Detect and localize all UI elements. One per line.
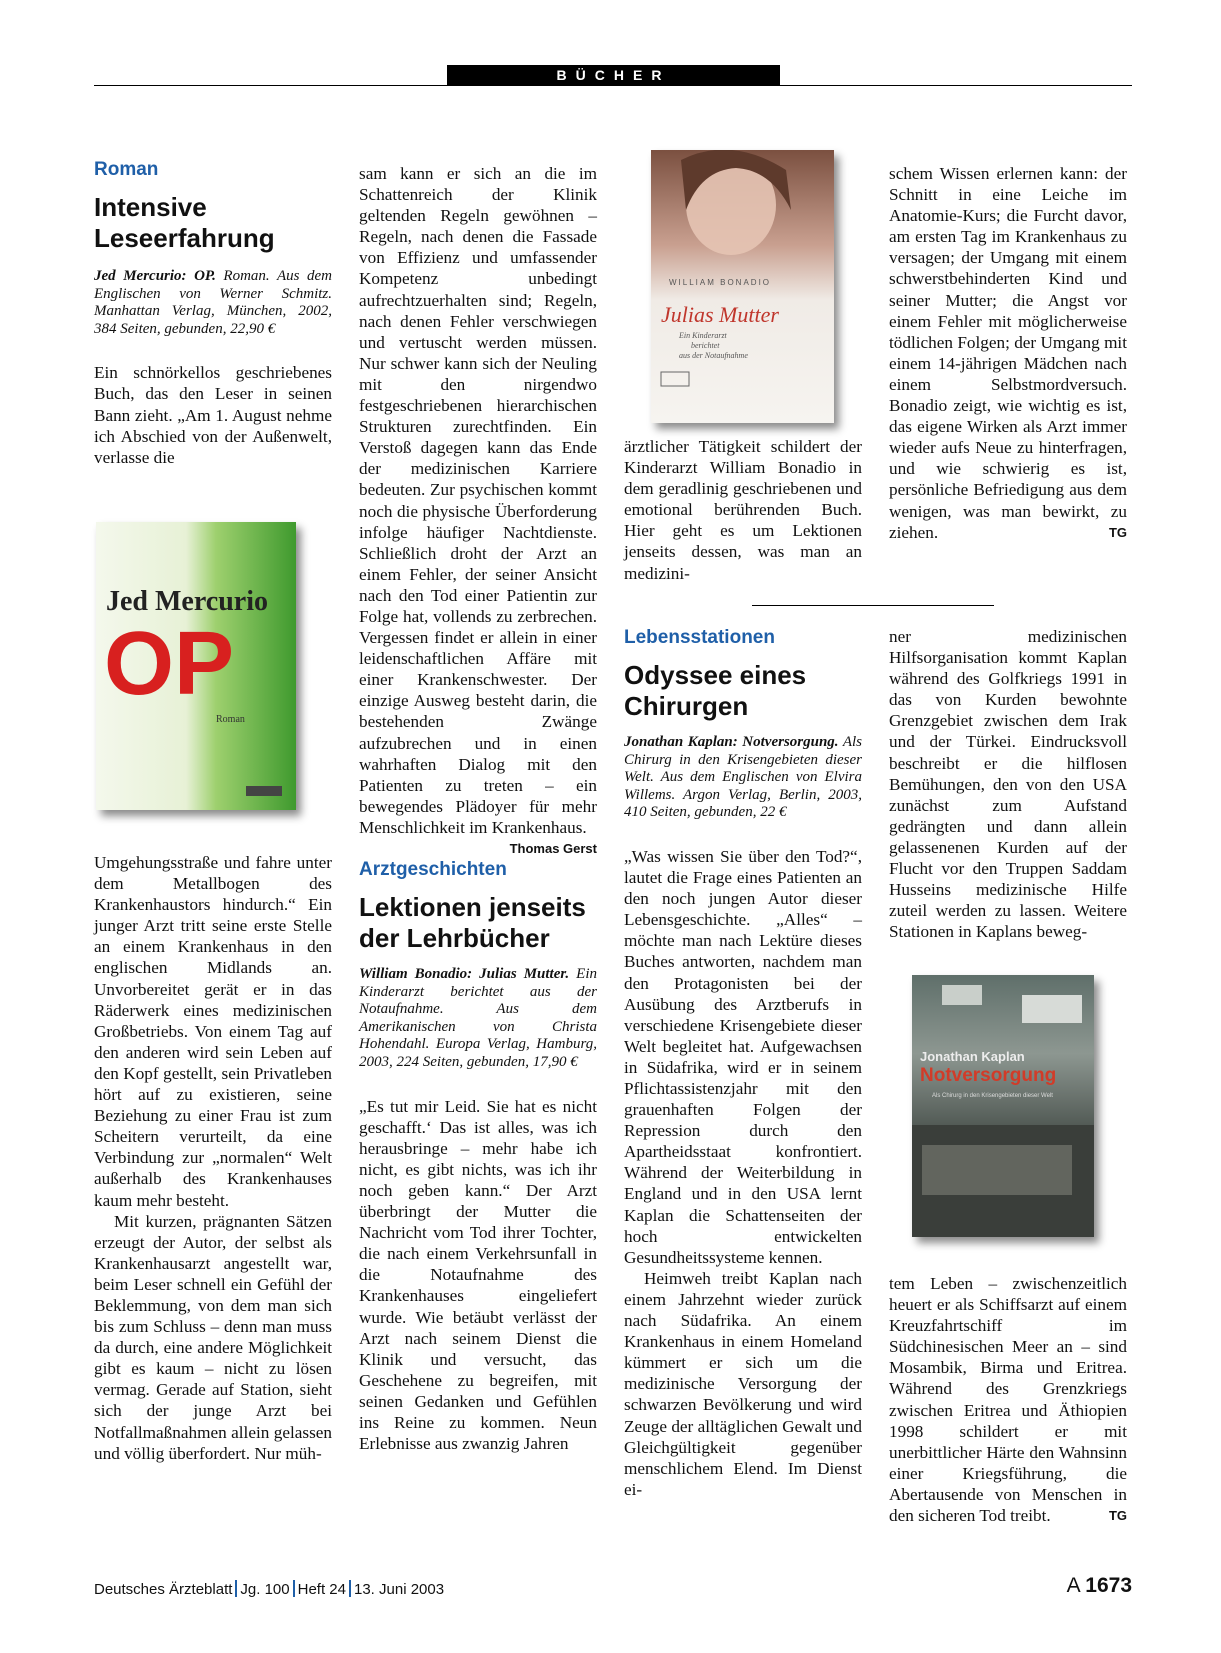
cover-jm-sub3: aus der Notaufnahme	[679, 351, 748, 360]
cover-jm-sub2: berichtet	[691, 341, 720, 350]
footer-separator	[349, 1580, 351, 1597]
book-cover-julias-mutter-art	[651, 150, 834, 423]
article1-kicker: Roman	[94, 159, 159, 180]
article1-body-paragraph: sam kann er sich an die im Schattenreich der Klinik geltenden Regeln gewöhnen – Regeln, nach denen die Fassade von Effizienz und umfassender Kompetenz unbedingt aufrechtzuerhalten sind; Regeln, nach denen Fehler verschwiegen und vertuscht werden müssen. Nur schwer kann sich der Neuling mit den nirgendwo festgeschriebenen hierarchischen Strukturen zurechtfinden. Ein Verstoß dagegen kann das Ende der medizinischen Karriere bedeuten. Zur psychischen kommt noch die physische Überforderung infolge häufiger Nachtdienste. Schließlich droht der Arzt an einem Fehler, der seiner Ansicht nach den Tod einer Patientin zur Folge hat, vollends zu zerbrechen. Vergessen findet er allein in einer leidenschaftlichen Affäre mit einer Krankenschwester. Der einzige Ausweg besteht darin, die bestehenden Zwänge aufzubrechen und in einen wahrhaften Dialog mit den Patienten zu treten – ein bewegendes Plädoyer für mehr Menschlichkeit im Krankenhaus. Thomas Gerst	[359, 163, 597, 838]
article1-body-paragraph: Mit kurzen, prägnanten Sätzen erzeugt der Autor, der selbst als Krankenhausarzt angestellt war, beim Leser schnell ein Gefühl der Beklemmung, von dem man sich bis zum Schluss – denn man muss da durch, eine andere Möglichkeit gibt es kaum – nicht zu lösen vermag. Gerade auf Station, sieht sich der junge Arzt bei Notfallmaßnahmen allein gelassen und völlig überfordert. Nur müh-	[94, 1211, 332, 1463]
cover-nv-title: Notversorgung	[920, 1065, 1057, 1086]
column-3	[624, 626, 862, 1500]
article-divider	[752, 605, 994, 606]
article2-kicker: Arztgeschichten	[359, 859, 507, 880]
column-1-lower	[94, 852, 332, 1464]
article2-body-paragraph: „Es tut mir Leid. Sie hat es nicht geschafft.‘ Das ist alles, was ich herausbringe – mehr habe ich nicht, es gibt nichts, was ich ihr noch geben kann.“ Der Arzt überbringt der Mutter die Nachricht vom Tod ihrer Tochter, die nach einem Verkehrsunfall in die Notaufnahme des Krankenhauses eingeliefert wurde. Wie betäubt verlässt der Arzt nach seinem Dienst die Klinik und versucht, das Geschehene zu begreifen, mit seinen Gedanken und Gefühlen ins Reine zu kommen. Neun Erlebnisse aus zwanzig Jahren	[359, 1096, 597, 1454]
footer-citation	[94, 1580, 444, 1598]
page-number	[1067, 1574, 1132, 1598]
column-4-middle	[889, 626, 1127, 942]
cover-nv-author: Jonathan Kaplan	[920, 1049, 1025, 1064]
cover-op-title: OP	[104, 614, 235, 714]
article3-body-paragraph: tem Leben – zwischenzeitlich heuert er als Schiffsarzt auf einem Kreuzfahrtschiff im Südchinesischen Meer an – sind Mosambik, Birma und Eritrea. Während des Grenzkriegs zwischen Eritrea und Äthiopien 1998 schildert er mit unerbittlicher Härte den Wahnsinn einer Kriegsführung, die Abertausende von Menschen in den sicheren Tod treibt. TG	[889, 1274, 1127, 1526]
footer-issue: Heft 24	[297, 1581, 346, 1598]
book-cover-op-art	[96, 522, 296, 810]
column-4-upper	[889, 163, 1127, 543]
cover-jm-sub1: Ein Kinderarzt	[679, 331, 727, 340]
article2-author: TG	[1108, 524, 1127, 540]
footer-separator	[293, 1580, 295, 1597]
article2-body-paragraph: schem Wissen erlernen kann: der Schnitt in eine Leiche im Anatomie-Kurs; die Furcht davor, am ersten Tag im Krankenhaus zu versagen; der Umgang mit einem schwerstbehinderten Kind und seiner Mutter; die Angst vor einem Fehler mit möglicherweise tödlichen Folgen; der Umgang mit einem 14-jährigen Mädchen nach einem Selbstmordversuch. Bonadio zeigt, wie wichtig es ist, das eigene Wirken als Arzt immer wieder aufs Neue zu hinterfragen, und wie schwierig es ist, persönliche Befriedigung aus dem wenigen, was man bewirkt, zu ziehen. TG	[889, 164, 1127, 542]
book-cover-notversorgung	[912, 975, 1094, 1237]
book-cover-julias-mutter	[651, 150, 834, 423]
cover-op-sub: Roman	[216, 714, 245, 725]
article1-body-paragraph: Umgehungsstraße und fahre unter dem Metallbogen des Krankenhaustors hindurch.“ Ein junger Arzt tritt seine erste Stelle an einem Krankenhaus in den englischen Midlands an. Unvorbereitet gerät er in das Räderwerk eines medizinischen Großbetriebs. Von einem Tag auf den anderen wird sein Leben auf den Kopf gestellt, sein Privatleben hört auf zu existieren, seine Beziehung zu einer Frau ist zum Scheitern verurteilt, da eine Verbindung zur „normalen“ Welt außerhalb des Krankenhauses kaum mehr besteht.	[94, 853, 332, 1210]
page-prefix: A	[1066, 1574, 1080, 1597]
article1-bibliography: Jed Mercurio: OP. Roman. Aus dem Englischen von Werner Schmitz. Manhattan Verlag, München, 2002, 384 Seiten, gebunden, 22,90 €	[94, 268, 332, 337]
footer-volume: Jg. 100	[240, 1581, 290, 1598]
book-cover-op	[96, 522, 296, 810]
article3-headline: Odyssee eines Chirurgen	[624, 660, 807, 721]
article3-body-paragraph: Heimweh treibt Kaplan nach einem Jahrzehnt wieder zurück nach Südafrika. An einem Krankenhaus in einem Homeland kümmert er sich um die medizinische Versorgung der schwarzen Bevölkerung und wird Zeuge der alltäglichen Gewalt und Gleichgültigkeit gegenüber menschlichem Elend. Im Dienst ei-	[624, 1268, 862, 1499]
cover-jm-author: WILLIAM BONADIO	[669, 278, 772, 287]
cover-jm-title: Julias Mutter	[661, 302, 779, 327]
article3-body-paragraph: „Was wissen Sie über den Tod?“, lautet die Frage eines Patienten an den noch jungen Autor dieser Lebensgeschichte. „Alles“ – möchte man nach Lektüre dieses Buches antworten, nachdem man den Protagonisten bei der Ausübung des Arztberufs in verschiedene Krisengebiete dieser Welt begleitet hat. Aufgewachsen in Südafrika, wird er in seinem Pflichtassistenzjahr mit den grauenhaften Folgen der Repression durch den Apartheidsstaat konfrontiert. Während der Weiterbildung in England und in den USA lernt Kaplan die Schattenseiten der hoch entwickelten Gesundheitssysteme kennen.	[624, 846, 862, 1267]
article3-bibliography: Jonathan Kaplan: Notversorgung. Als Chirurg in den Krisengebieten dieser Welt. Aus dem Englischen von Elvira Willems. Argon Verlag, Berlin, 2003, 410 Seiten, gebunden, 22 €	[624, 734, 863, 821]
article1-author: Thomas Gerst	[509, 841, 597, 856]
article3-author: TG	[1108, 1508, 1127, 1524]
column-1	[94, 158, 332, 468]
section-label: BÜCHER	[447, 65, 780, 86]
article2-bibliography: William Bonadio: Julias Mutter. Ein Kinderarzt berichtet aus der Notaufnahme. Aus dem Amerikanischen von Christa Hohendahl. Europa Verlag, Hamburg, 2003, 224 Seiten, gebunden, 17,90 €	[359, 966, 597, 1070]
footer-journal: Deutsches Ärzteblatt	[94, 1581, 233, 1598]
cover-nv-sub: Als Chirurg in den Krisengebieten dieser Welt	[932, 1093, 1053, 1099]
article3-body-paragraph: ner medizinischen Hilfsorganisation kommt Kaplan während des Golfkriegs 1991 in das von Kurden bewohnte Grenzgebiet zwischen dem Irak und der Türkei. Eindrucksvoll beschreibt er die hilflosen Bemühungen, den von den USA zunächst zum Aufstand gedrängten und dann allein gelassenenen Kurden auf der Flucht vor den Truppen Saddam Husseins medizinische Hilfe zuteil werden zu lassen. Weitere Stationen in Kaplans beweg-	[889, 627, 1127, 942]
article1-body-paragraph: Ein schnörkellos geschriebenes Buch, das den Leser in seinen Bann zieht. „Am 1. August nehme ich Abschied von der Außenwelt, verlasse die	[94, 363, 332, 467]
column-2	[359, 163, 597, 1454]
column-4-lower	[889, 1273, 1127, 1526]
page-number-value: 1673	[1085, 1574, 1132, 1597]
article1-headline: Intensive Leseerfahrung	[94, 192, 275, 253]
article2-headline: Lektionen jenseits der Lehrbücher	[359, 892, 586, 953]
column-3-upper	[624, 436, 862, 584]
footer-separator	[235, 1580, 237, 1597]
book-cover-notversorgung-art	[912, 975, 1094, 1237]
article2-body-paragraph: ärztlicher Tätigkeit schildert der Kinderarzt William Bonadio in dem geradlinig geschriebenen und emotional berührenden Buch. Hier geht es um Lektionen jenseits dessen, was man an medizini-	[624, 437, 862, 583]
footer-date: 13. Juni 2003	[354, 1581, 445, 1598]
cover-op-author: Jed Mercurio	[106, 586, 268, 617]
article3-kicker: Lebensstationen	[624, 627, 775, 648]
